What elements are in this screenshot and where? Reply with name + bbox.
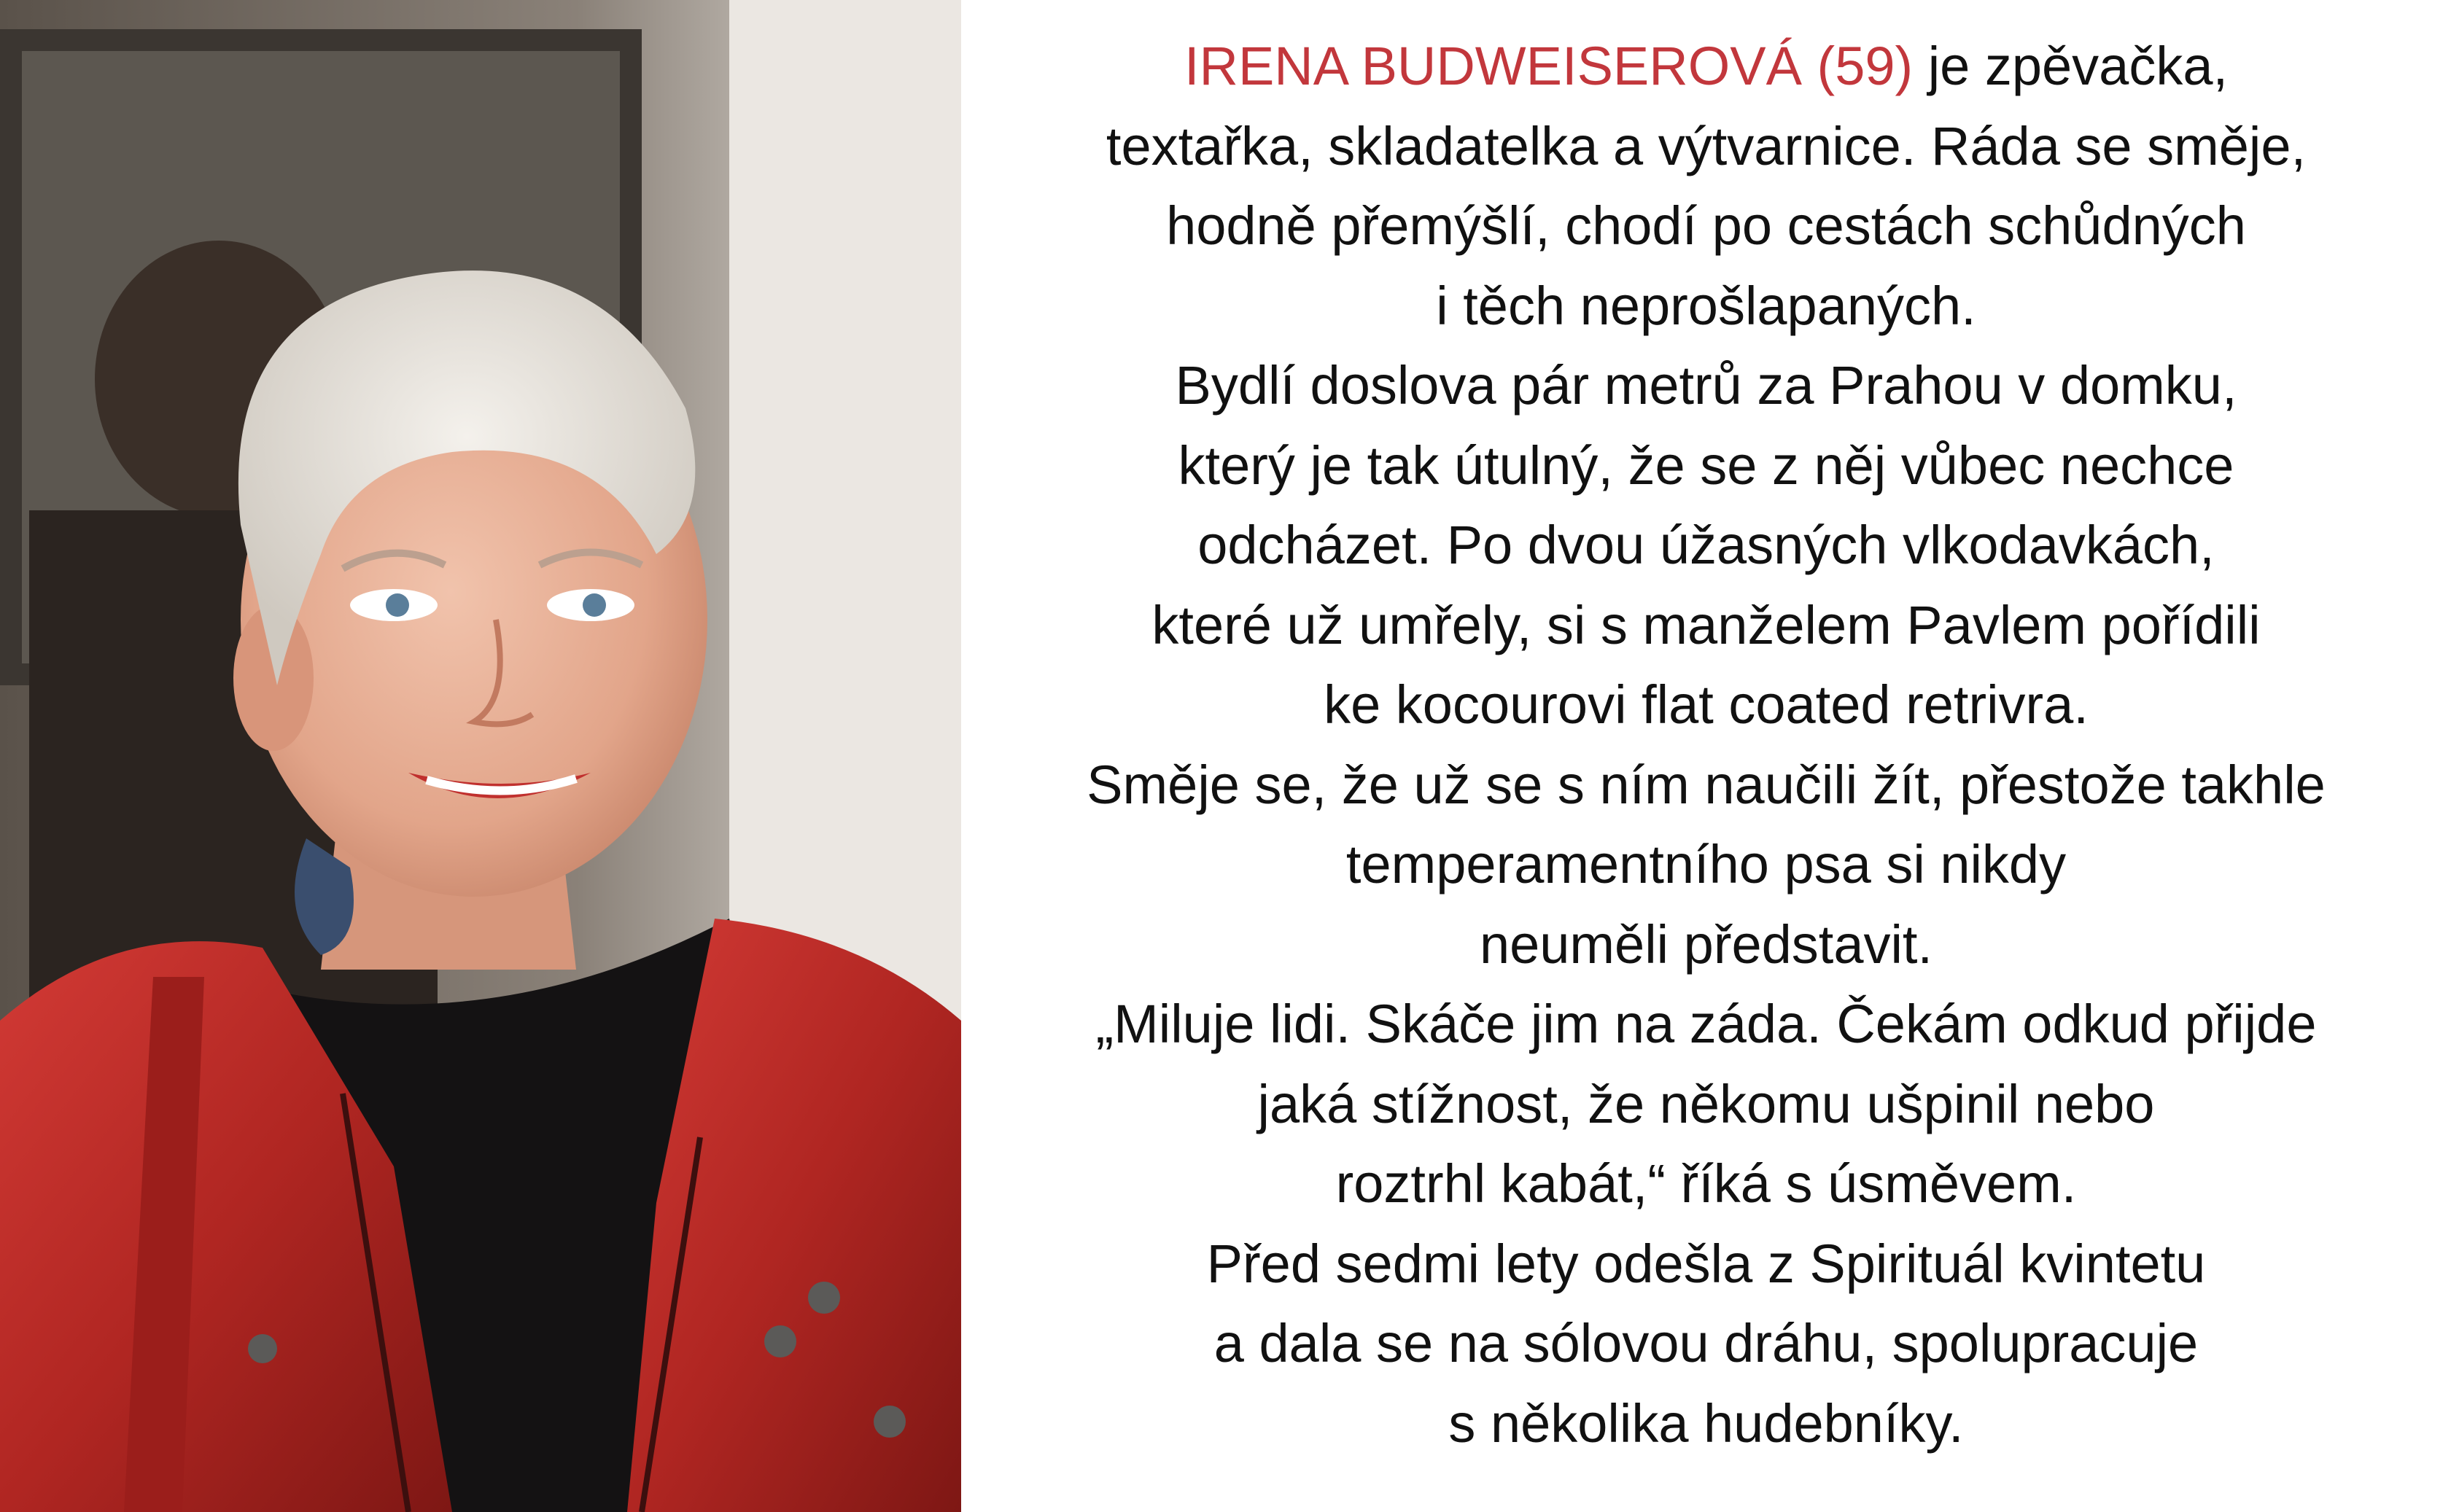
bio-line: roztrhl kabát,“ říká s úsměvem. bbox=[1335, 1153, 2077, 1214]
portrait-photo bbox=[0, 0, 961, 1512]
bio-line: Bydlí doslova pár metrů za Prahou v domku, bbox=[1175, 355, 2237, 416]
bio-line-1-rest: je zpěvačka, bbox=[1913, 36, 2229, 96]
portrait-illustration bbox=[0, 0, 961, 1512]
bio-line: které už umřely, si s manželem Pavlem pořídili bbox=[1151, 594, 2261, 655]
bio-line: jaká stížnost, že někomu ušpinil nebo bbox=[1257, 1073, 2155, 1134]
bio-line: Před sedmi lety odešla z Spirituál kvintetu bbox=[1206, 1233, 2206, 1294]
bio-line: i těch neprošlapaných. bbox=[1436, 275, 1976, 336]
bio-panel bbox=[961, 0, 2451, 1512]
bio-line: který je tak útulný, že se z něj vůbec nechce bbox=[1178, 434, 2234, 496]
bio-line: „Miluje lidi. Skáče jim na záda. Čekám odkud přijde bbox=[1095, 994, 2317, 1054]
bio-line: neuměli představit. bbox=[1479, 913, 1933, 975]
bio-line: textařka, skladatelka a výtvarnice. Ráda se směje, bbox=[1106, 115, 2307, 176]
bio-line: hodně přemýšlí, chodí po cestách schůdných bbox=[1166, 195, 2246, 256]
bio-line-1 bbox=[961, 26, 2451, 106]
bio-line: temperamentního psa si nikdy bbox=[1345, 834, 2067, 895]
bio-line: ke kocourovi flat coated retrivra. bbox=[1324, 674, 2089, 735]
person-name: IRENA BUDWEISEROVÁ (59) bbox=[1184, 36, 1914, 96]
bio-line: a dala se na sólovou dráhu, spolupracuje bbox=[1213, 1313, 2199, 1373]
bio-line: odcházet. Po dvou úžasných vlkodavkách, bbox=[1197, 515, 2215, 575]
bio-line: s několika hudebníky. bbox=[1448, 1392, 1964, 1454]
bio-text bbox=[961, 26, 2451, 1463]
bio-line: Směje se, že už se s ním naučili žít, přestože takhle bbox=[1087, 754, 2326, 815]
